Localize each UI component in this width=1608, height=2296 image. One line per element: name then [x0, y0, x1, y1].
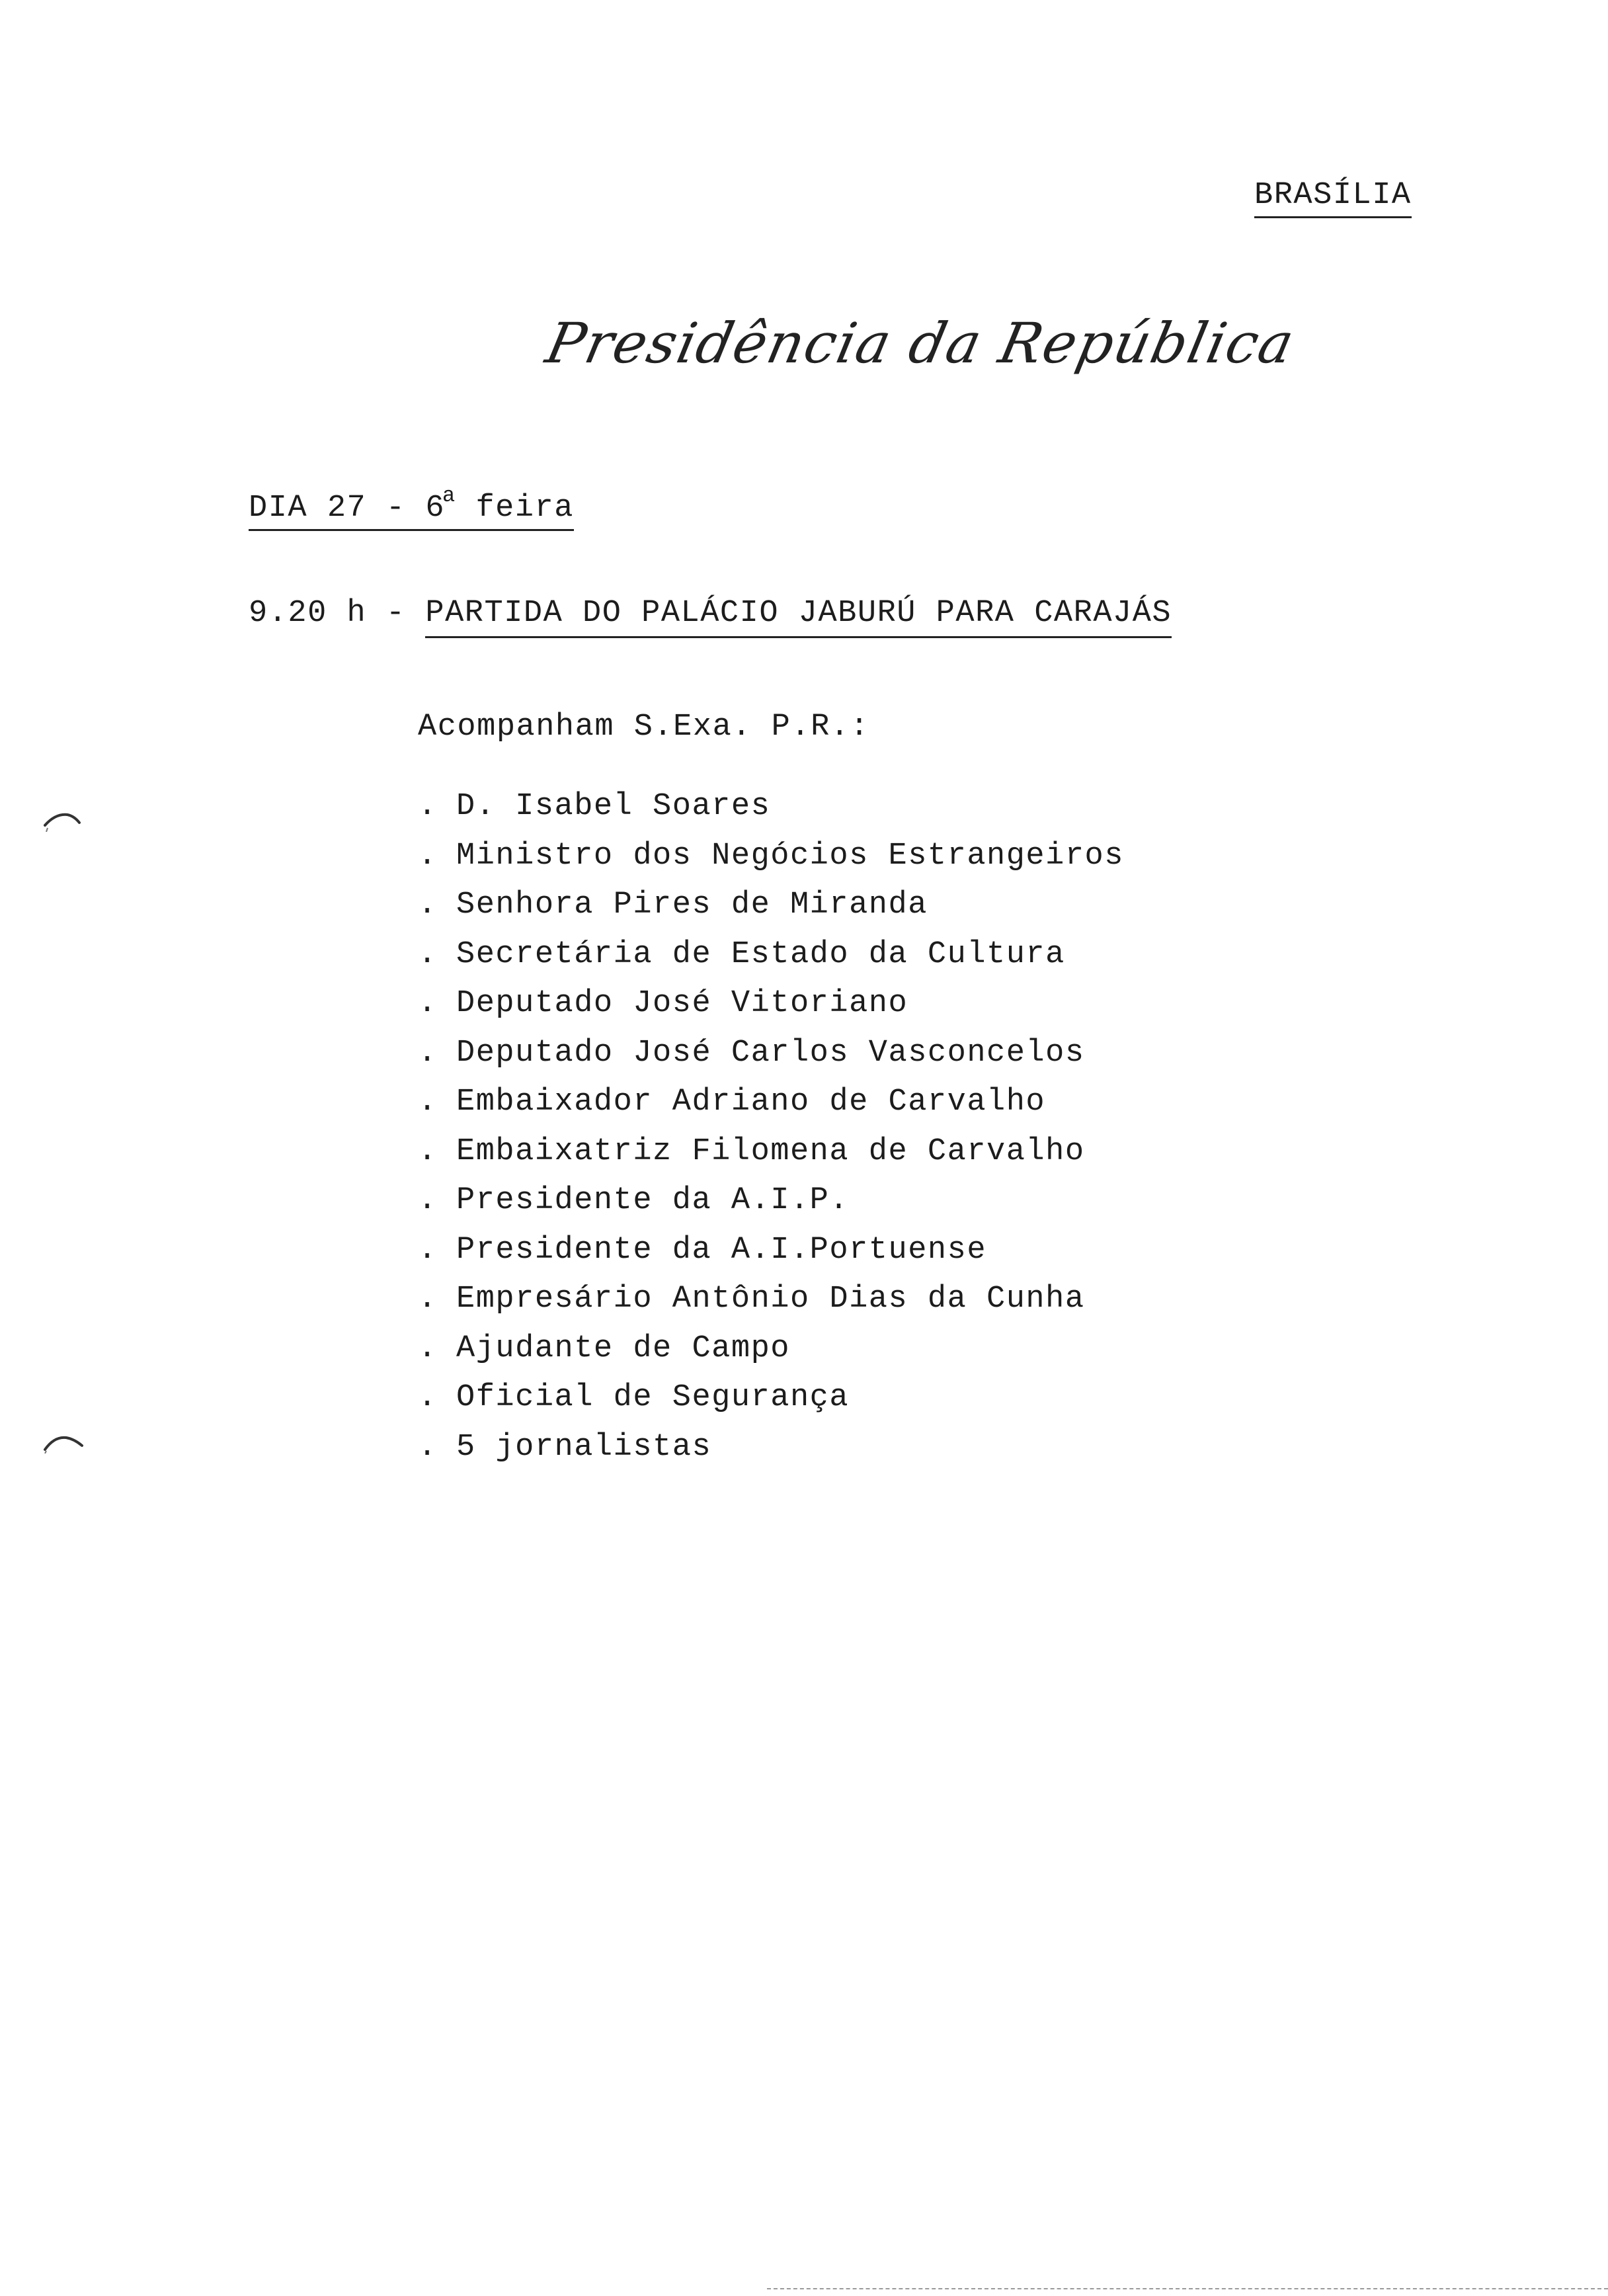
bullet: .: [418, 1331, 438, 1366]
list-item-text: Deputado José Carlos Vasconcelos: [456, 1035, 1085, 1071]
bullet: .: [418, 1133, 438, 1169]
event-time: 9.20 h -: [249, 596, 406, 631]
list-item: [418, 791, 1124, 840]
list-item: [418, 1284, 1124, 1333]
bullet: .: [418, 986, 438, 1021]
list-item: [418, 936, 1124, 989]
list-item: [418, 840, 1124, 890]
bullet: .: [418, 1232, 438, 1268]
city-header: BRASÍLIA: [1254, 180, 1412, 218]
bullet: .: [418, 838, 438, 874]
list-item: [418, 1035, 1124, 1087]
day-label: DIA 27 - 6: [249, 491, 446, 526]
list-item-text: Ministro dos Negócios Estrangeiros: [456, 838, 1124, 874]
day-ordinal: a: [442, 483, 456, 508]
bullet: .: [418, 1429, 438, 1465]
event-row: [249, 598, 1172, 629]
list-item-text: Oficial de Segurança: [456, 1380, 850, 1415]
letterhead-presidencia: Presidência da República: [540, 311, 1301, 376]
list-item: [418, 1232, 1124, 1284]
list-item-text: Embaixatriz Filomena de Carvalho: [456, 1133, 1085, 1169]
escort-heading: Acompanham S.Exa. P.R.:: [418, 710, 870, 745]
list-item-text: Presidente da A.I.P.: [456, 1183, 850, 1218]
list-item-text: Ajudante de Campo: [456, 1331, 790, 1366]
escort-list: [418, 791, 1124, 1481]
list-item: [418, 988, 1124, 1038]
list-item: [418, 1429, 1124, 1481]
bullet: .: [418, 936, 438, 972]
day-suffix: feira: [456, 491, 574, 526]
punch-hole-mark-bottom: [41, 1427, 87, 1454]
event-title: PARTIDA DO PALÁCIO JABURÚ PARA CARAJÁS: [425, 596, 1172, 638]
list-item-text: Senhora Pires de Miranda: [456, 887, 928, 922]
list-item: [418, 1382, 1124, 1432]
list-item-text: 5 jornalistas: [456, 1429, 712, 1465]
bullet: .: [418, 1085, 438, 1120]
bullet: .: [418, 1380, 438, 1415]
bottom-edge-rule: [767, 2288, 1608, 2291]
list-item: [418, 1333, 1124, 1383]
list-item-text: Deputado José Vitoriano: [456, 986, 908, 1021]
list-item: [418, 1185, 1124, 1235]
bullet: .: [418, 887, 438, 922]
list-item-text: Embaixador Adriano de Carvalho: [456, 1085, 1046, 1120]
bullet: .: [418, 1282, 438, 1317]
list-item-text: D. Isabel Soares: [456, 789, 771, 824]
list-item-text: Secretária de Estado da Cultura: [456, 936, 1065, 972]
list-item: [418, 889, 1124, 939]
list-item: [418, 1086, 1124, 1136]
punch-hole-mark-top: [41, 805, 87, 832]
bullet: .: [418, 1183, 438, 1218]
bullet: .: [418, 1035, 438, 1071]
day-heading: [249, 485, 574, 531]
bullet: .: [418, 789, 438, 824]
list-item-text: Presidente da A.I.Portuense: [456, 1232, 987, 1268]
list-item: [418, 1133, 1124, 1186]
list-item-text: Empresário Antônio Dias da Cunha: [456, 1282, 1085, 1317]
